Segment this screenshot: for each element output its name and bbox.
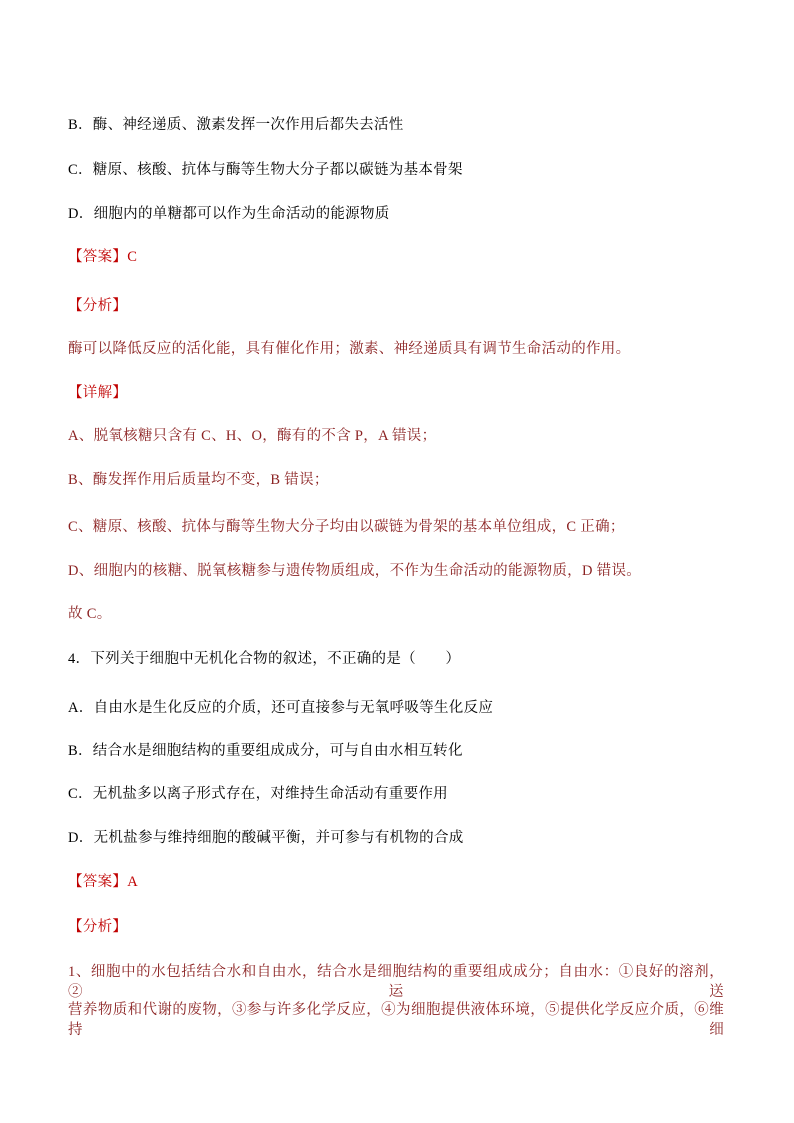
q4-answer-line xyxy=(68,872,138,892)
q3-answer-line xyxy=(68,247,137,267)
q3-analysis-text: 酶可以降低反应的活化能，具有催化作用；激素、神经递质具有调节生命活动的作用。 xyxy=(68,340,631,357)
q4-analysis-text-line-2: 营养物质和代谢的废物，③参与许多化学反应，④为细胞提供液体环境，⑤提供化学反应介质，⑥维持细 xyxy=(68,1001,724,1038)
q4-analysis-label: 【分析】 xyxy=(68,918,128,935)
q3-option-b: B．酶、神经递质、激素发挥一次作用后都失去活性 xyxy=(68,116,404,133)
q3-detail-label: 【详解】 xyxy=(68,384,128,401)
q3-answer-label: 【答案】 xyxy=(68,248,128,265)
q3-detail-d: D、细胞内的核糖、脱氧核糖参与遗传物质组成，不作为生命活动的能源物质，D 错误。 xyxy=(68,562,642,579)
q4-answer-value: A xyxy=(127,873,138,890)
q3-detail-c: C、糖原、核酸、抗体与酶等生物大分子均由以碳链为骨架的基本单位组成，C 正确； xyxy=(68,518,625,535)
q4-option-d: D．无机盐参与维持细胞的酸碱平衡，并可参与有机物的合成 xyxy=(68,829,464,846)
q4-analysis-text-line-1: 1、细胞中的水包括结合水和自由水，结合水是细胞结构的重要组成成分；自由水：①良好的溶剂，②运送 xyxy=(68,963,724,1000)
q4-option-a: A．自由水是生化反应的介质，还可直接参与无氧呼吸等生化反应 xyxy=(68,699,494,716)
q4-answer-label: 【答案】 xyxy=(68,873,128,890)
q3-detail-a: A、脱氧核糖只含有 C、H、O，酶有的不含 P，A 错误； xyxy=(68,427,437,444)
q3-detail-b: B、酶发挥作用后质量均不变，B 错误； xyxy=(68,471,329,488)
q4-option-c: C．无机盐多以离子形式存在，对维持生命活动有重要作用 xyxy=(68,785,448,802)
q4-option-b: B．结合水是细胞结构的重要组成成分，可与自由水相互转化 xyxy=(68,742,463,759)
q3-analysis-label: 【分析】 xyxy=(68,297,128,314)
q3-answer-value: C xyxy=(127,248,138,265)
q3-option-d: D．细胞内的单糖都可以作为生命活动的能源物质 xyxy=(68,205,390,222)
q3-option-c: C．糖原、核酸、抗体与酶等生物大分子都以碳链为基本骨架 xyxy=(68,161,463,178)
q3-conclusion: 故 C。 xyxy=(68,605,112,622)
q4-question: 4．下列关于细胞中无机化合物的叙述，不正确的是（ ） xyxy=(68,650,461,667)
